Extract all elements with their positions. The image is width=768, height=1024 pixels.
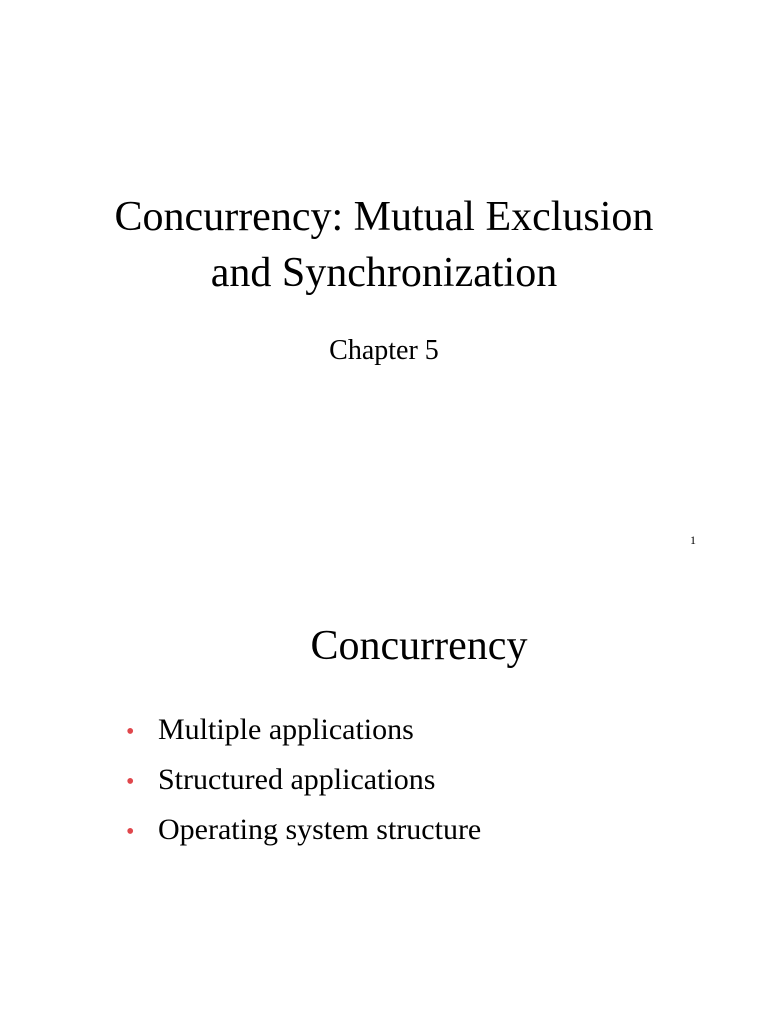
slide-2-title: Concurrency (310, 623, 528, 669)
slide-title-line-2: and Synchronization (210, 250, 558, 296)
list-item (126, 808, 481, 858)
bullet-text: Operating system structure (158, 813, 482, 846)
chapter-subtitle: Chapter 5 (329, 335, 439, 366)
slide-title-line-1: Concurrency: Mutual Exclusion (114, 194, 654, 240)
bullet-text: Multiple applications (158, 713, 414, 746)
list-item (126, 708, 481, 758)
bullet-icon: • (126, 719, 135, 745)
page-number: 1 (690, 533, 696, 547)
bullet-icon: • (126, 819, 135, 845)
bullet-icon: • (126, 769, 135, 795)
bullet-list (126, 708, 481, 858)
list-item (126, 758, 481, 808)
bullet-text: Structured applications (158, 763, 436, 796)
